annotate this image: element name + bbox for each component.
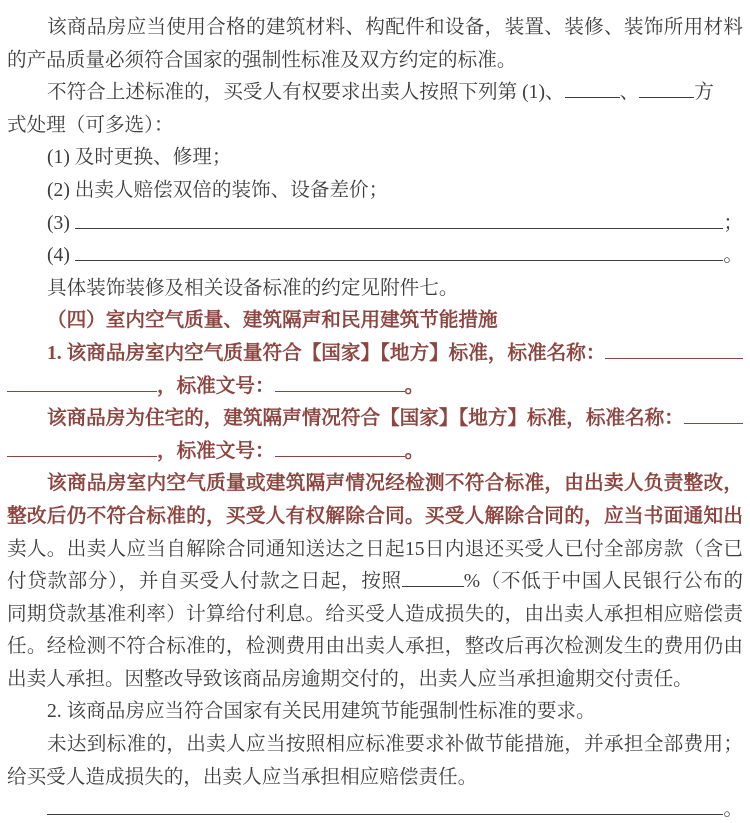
text-run: %（不低于中国人民银行公布的 <box>463 571 743 593</box>
text-line <box>7 45 743 78</box>
text-run: (2) 出卖人赔偿双倍的装饰、设备差价； <box>47 179 389 201</box>
text-run: (1) 及时更换、修理； <box>47 147 232 169</box>
blank-underline <box>7 436 157 457</box>
emphasized-text-line <box>7 436 743 469</box>
text-line <box>7 794 743 823</box>
text-run: 该商品房室内空气质量或建筑隔声情况经检测不符合标准，由出卖人负责整改， <box>47 473 743 495</box>
text-run: 不符合上述标准的，买受人有权要求出卖人按照下列第 (1)、 <box>47 82 565 104</box>
text-run: 付贷款部分），并自买受人付款之日起，按照 <box>7 571 402 593</box>
blank-underline <box>75 225 724 229</box>
text-line <box>7 729 743 762</box>
text-run: 、 <box>619 82 640 104</box>
text-run: 任。经检测不符合标准的，检测费用由出卖人承担，整改后再次检测发生的费用仍由 <box>7 636 743 658</box>
text-run: 整改后仍不符合标准的，买受人有权解除合同。买受人解除合同的，应当书面通知出 <box>7 505 743 527</box>
text-run: 。 <box>404 440 425 462</box>
text-run: ，标准文号： <box>157 440 275 462</box>
text-line <box>7 110 743 143</box>
blank-underline <box>605 355 743 359</box>
text-run: 同期贷款基准利率）计算给付利息。给买受人造成损失的，由出卖人承担相应赔偿责 <box>7 603 743 625</box>
text-run: 。 <box>723 245 743 267</box>
text-run: (3) <box>47 212 75 234</box>
text-line <box>7 762 743 795</box>
blank-underline <box>47 811 723 815</box>
emphasized-text-line <box>7 468 743 501</box>
blank-underline <box>275 371 405 392</box>
text-line <box>7 77 743 110</box>
text-run: (4) <box>47 245 75 267</box>
text-run: 出卖人承担。因整改导致该商品房逾期交付的，出卖人应当承担逾期交付责任。 <box>7 668 693 690</box>
blank-underline <box>402 567 464 588</box>
text-run: 的产品质量必须符合国家的强制性标准及双方约定的标准。 <box>7 49 517 71</box>
text-run: 未达到标准的，出卖人应当按照相应标准要求补做节能措施，并承担全部费用； <box>47 734 743 756</box>
text-run: 式处理（可多选）： <box>7 114 174 136</box>
text-line <box>7 175 743 208</box>
text-run: ，标准文号： <box>157 375 275 397</box>
text-run: 卖人。出卖人应当自解除合同通知送达之日起15日内退还买受人已付全部房款（含已 <box>7 538 743 560</box>
text-line <box>7 696 743 729</box>
text-line <box>7 566 743 599</box>
text-line <box>7 12 743 45</box>
text-line <box>7 273 743 306</box>
text-run: 给买受人造成损失的，出卖人应当承担相应赔偿责任。 <box>7 766 478 788</box>
text-run: 该商品房为住宅的，建筑隔声情况符合【国家】【地方】标准，标准名称： <box>47 408 684 430</box>
text-run: 具体装饰装修及相关设备标准的约定见附件七。 <box>47 277 459 299</box>
text-run: 。 <box>723 799 743 821</box>
text-run: 方 <box>694 82 714 104</box>
text-run: 。 <box>404 375 425 397</box>
blank-underline <box>275 436 405 457</box>
text-line <box>7 534 743 567</box>
text-run: （四）室内空气质量、建筑隔声和民用建筑节能措施 <box>47 310 498 332</box>
text-line <box>7 631 743 664</box>
emphasized-text-line <box>7 501 743 534</box>
text-line <box>7 208 743 241</box>
blank-underline <box>7 371 157 392</box>
text-line <box>7 142 743 175</box>
blank-underline <box>639 78 694 99</box>
text-run: 2. 该商品房应当符合国家有关民用建筑节能强制性标准的要求。 <box>47 701 596 723</box>
emphasized-text-line <box>7 338 743 371</box>
emphasized-text-line <box>7 305 743 338</box>
text-run: 该商品房应当使用合格的建筑材料、构配件和设备，装置、装修、装饰所用材料 <box>47 17 743 38</box>
blank-underline <box>684 420 743 424</box>
text-line <box>7 240 743 273</box>
text-run: ； <box>723 212 743 234</box>
text-line <box>7 664 743 697</box>
text-line <box>7 599 743 632</box>
blank-underline <box>75 257 724 261</box>
blank-underline <box>565 78 620 99</box>
text-run: 1. 该商品房室内空气质量符合【国家】【地方】标准，标准名称： <box>47 342 606 364</box>
emphasized-text-line <box>7 403 743 436</box>
document-body <box>7 12 743 823</box>
emphasized-text-line <box>7 371 743 404</box>
